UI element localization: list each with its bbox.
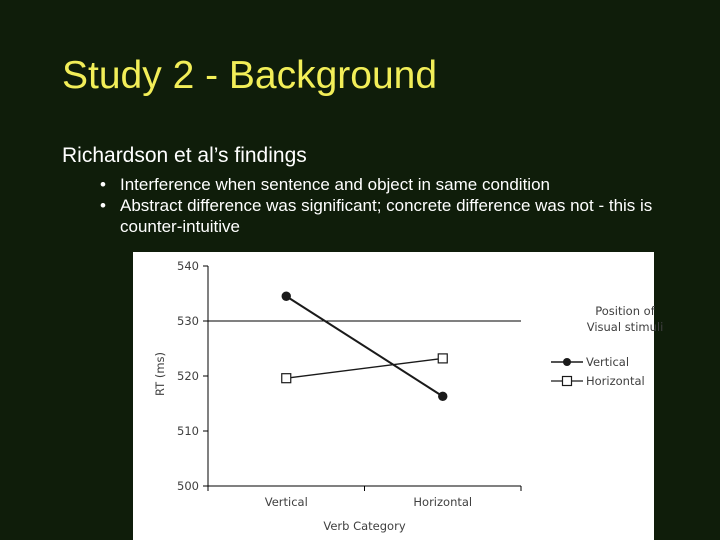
bullet-glyph: • [100, 175, 106, 194]
y-axis-title: RT (ms) [153, 351, 167, 397]
chart-panel [133, 252, 664, 540]
slide-subheading: Richardson et al’s findings [62, 144, 307, 167]
legend-title: Position of [595, 304, 655, 318]
bullet-list [100, 174, 690, 237]
line-chart [133, 252, 664, 540]
y-tick-label: 500 [177, 479, 199, 493]
legend-label: Horizontal [586, 374, 645, 388]
bullet-text: Abstract difference was significant; concrete difference was not - this is counter-intuitive [120, 196, 653, 236]
bullet-item [100, 174, 690, 195]
x-tick-label: Vertical [264, 495, 308, 509]
legend-title: Visual stimuli [586, 320, 664, 334]
legend-marker-vertical [563, 358, 571, 366]
y-tick-label: 530 [177, 314, 199, 328]
y-tick-label: 510 [177, 424, 199, 438]
x-tick-label: Horizontal [413, 495, 473, 509]
x-axis-title: Verb Category [323, 519, 406, 533]
series-line-horizontal [286, 358, 443, 378]
legend-label: Vertical [586, 355, 630, 369]
slide-title: Study 2 - Background [62, 54, 438, 97]
data-point-horizontal [438, 354, 447, 363]
data-point-horizontal [282, 374, 291, 383]
y-tick-label: 520 [177, 369, 199, 383]
data-point-vertical [439, 392, 447, 400]
bullet-glyph: • [100, 196, 106, 215]
series-line-vertical [286, 296, 443, 396]
legend-marker-horizontal [563, 377, 572, 386]
y-tick-label: 540 [177, 259, 199, 273]
bullet-item [100, 195, 690, 237]
bullet-text: Interference when sentence and object in same condition [120, 175, 550, 194]
data-point-vertical [282, 292, 290, 300]
